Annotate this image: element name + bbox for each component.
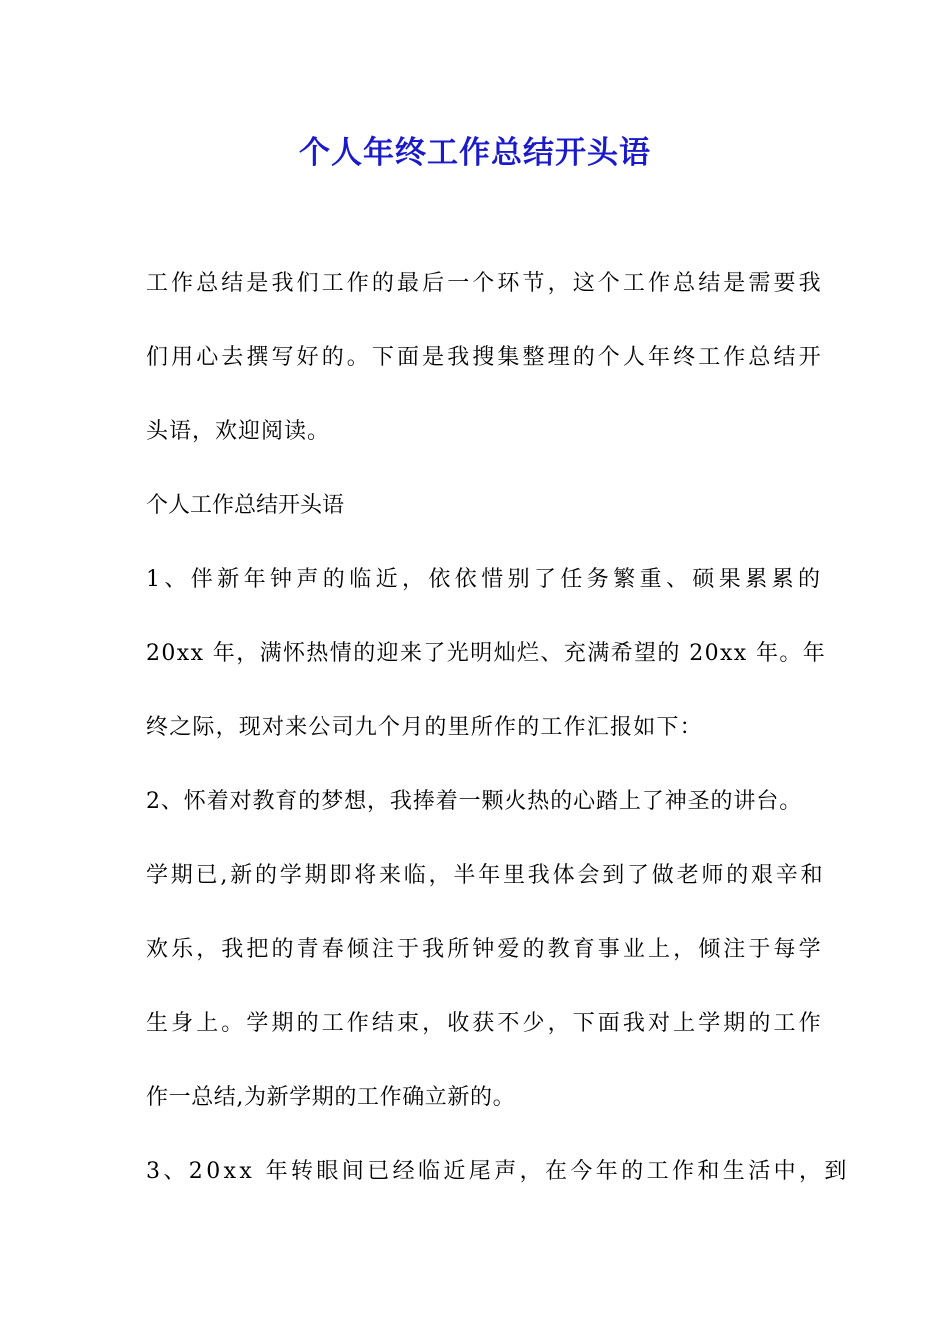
document-title: 个人年终工作总结开头语 [299, 135, 651, 171]
body-line: 工作总结是我们工作的最后一个环节，这个工作总结是需要我 [146, 271, 824, 296]
body-line: 欢乐，我把的青春倾注于我所钟爱的教育事业上，倾注于每学 [146, 937, 824, 962]
body-line: 生身上。学期的工作结束，收获不少，下面我对上学期的工作 [146, 1011, 824, 1036]
section-heading: 个人工作总结开头语 [146, 493, 345, 518]
body-line: 们用心去撰写好的。下面是我搜集整理的个人年终工作总结开 [146, 345, 824, 370]
body-line: 20xx 年，满怀热情的迎来了光明灿烂、充满希望的 20xx 年。年 [146, 641, 827, 666]
body-line: 学期已,新的学期即将来临，半年里我体会到了做老师的艰辛和 [146, 863, 826, 888]
body-line: 2、怀着对教育的梦想，我捧着一颗火热的心踏上了神圣的讲台。 [146, 789, 803, 814]
body-line: 终之际，现对来公司九个月的里所作的工作汇报如下： [146, 715, 703, 740]
body-line: 3、20xx 年转眼间已经临近尾声，在今年的工作和生活中，到 [146, 1159, 850, 1184]
body-line: 作一总结,为新学期的工作确立新的。 [146, 1085, 516, 1110]
body-line: 头语，欢迎阅读。 [146, 419, 331, 444]
body-line: 1、伴新年钟声的临近，依依惜别了任务繁重、硕果累累的 [146, 567, 825, 592]
